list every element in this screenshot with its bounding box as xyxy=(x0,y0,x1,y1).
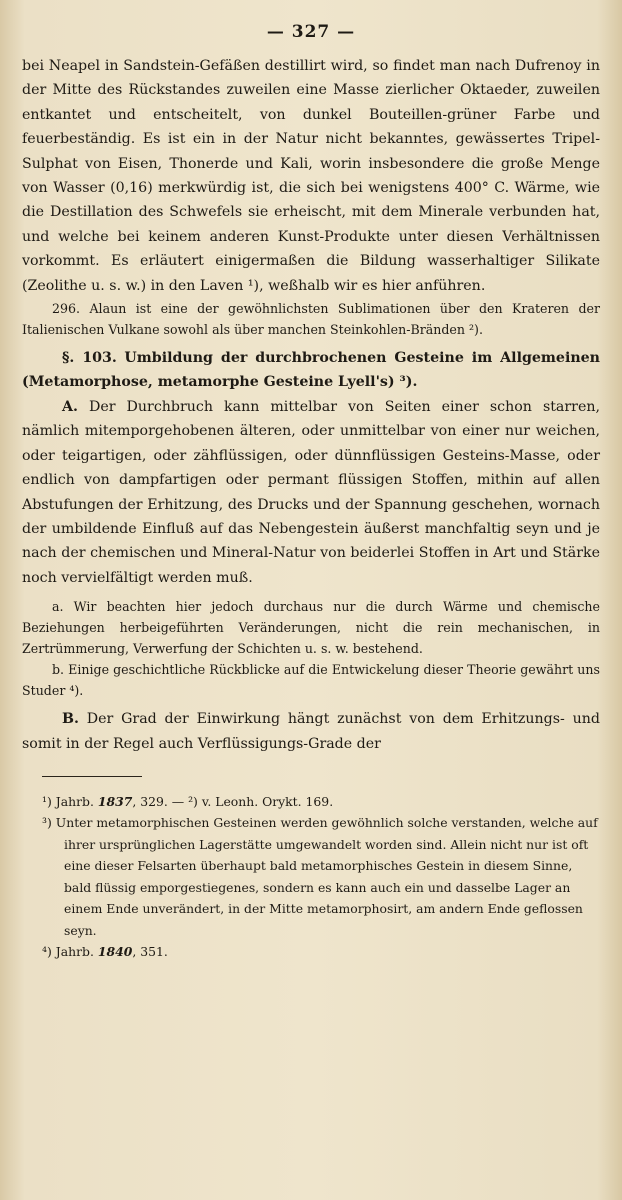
footnote-4 xyxy=(32,941,600,963)
paragraph-a-text: Der Durchbruch kann mittelbar von Seiten einer schon starren, nämlich mitemporgehobenen älteren, oder unmittelbar von einer nur weichen, oder teigartigen, oder zähflüssigen, oder dünnflüssigen Gesteins-Masse, oder endlich von dampfartigen oder permant flüssigen Stoffen, mithin auf allen Abstufungen der Erhitzung, des Drucks und der Spannung geschehen, wornach der umbildende Einfluß auf das Nebengestein äußerst manchfaltig seyn und je nach der chemischen und Mineral-Natur von beiderlei Stoffen in Art und Stärke noch vervielfältigt werden muß. xyxy=(22,398,600,586)
page-number: — 327 — xyxy=(266,22,356,42)
footnote-1-2 xyxy=(32,791,600,813)
paragraph-b-text: Der Grad der Einwirkung hängt zunächst von dem Erhitzungs- und somit in der Regel auch Verflüssigungs-Grade der xyxy=(22,711,600,752)
main-text xyxy=(22,54,600,756)
paragraph-continuation: bei Neapel in Sandstein-Gefäßen destillirt wird, so findet man nach Dufrenoy in der Mitte des Rückstandes zuweilen eine Masse zierlicher Oktaeder, zuweilen entkantet und entscheitelt, von dunkel Bouteillen-grüner Farbe und feuerbeständig. Es ist ein in der Natur nicht bekanntes, gewässertes Tripel-Sulphat von Eisen, Thonerde und Kali, worin insbesondere die große Menge von Wasser (0,16) merkwürdig ist, die sich bei wenigstens 400° C. Wärme, wie die Destillation des Schwefels sie erheischt, mit dem Minerale verbunden hat, und welche bei keinem anderen Kunst-Produkte unter diesen Verhältnissen vorkommt. Es erläutert einigermaßen die Bildung wasserhaltiger Silikate (Zeolithe u. s. w.) in den Laven ¹), weßhalb wir es hier anführen. xyxy=(22,58,600,294)
footnote-4-year: 1840 xyxy=(97,944,133,960)
section-heading xyxy=(22,346,600,395)
footnote-1-source: Jahrb. xyxy=(55,793,94,809)
footnote-divider xyxy=(42,776,142,777)
footnote-1-rest: , 329. — ²) v. Leonh. Orykt. 169. xyxy=(132,793,334,809)
paragraph-b-main xyxy=(22,707,600,756)
note-b: b. Einige geschichtliche Rückblicke auf die Entwickelung dieser Theorie gewährt uns Studer ⁴). xyxy=(22,662,600,699)
paragraph-b-lead: B. xyxy=(62,711,79,728)
footnote-3-text: Unter metamorphischen Gesteinen werden gewöhnlich solche verstanden, welche auf ihrer ursprünglichen Lagerstätte umgewandelt worden sind. Allein nicht nur ist oft eine dieser Felsarten überhaupt bald metamorphisches Gestein in diesem Sinne, bald flüssig emporgestiegenes, sondern es kann auch ein und dasselbe Lager an einem Ende unverändert, in der Mitte metamorphosirt, am andern Ende geflossen seyn. xyxy=(55,815,598,938)
footnotes xyxy=(22,791,600,963)
footnote-4-source: Jahrb. xyxy=(55,944,94,960)
footnote-1-year: 1837 xyxy=(97,793,133,809)
paragraph-296: 296. Alaun ist eine der gewöhnlichsten Sublimationen über den Krateren der Italienischen Vulkane sowohl als über manchen Steinkohlen-Bränden ²). xyxy=(22,301,600,338)
note-a: a. Wir beachten hier jedoch durchaus nur die durch Wärme und chemische Beziehungen herbeigeführten Veränderungen, nicht die rein mechanischen, in Zertrümmerung, Verwerfung der Schichten u. s. w. bestehend. xyxy=(22,599,600,657)
footnote-4-rest: , 351. xyxy=(132,944,168,960)
section-number: §. 103. xyxy=(62,350,117,367)
paragraph-a-main xyxy=(22,395,600,590)
paragraph-a-lead: A. xyxy=(62,398,78,415)
footnote-1-mark: ¹) xyxy=(42,793,52,809)
footnote-4-mark: ⁴) xyxy=(42,944,52,960)
section-title: Umbildung der durchbrochenen Gesteine im Allgemeinen (Metamorphose, metamorphe Gesteine Lyell's) ³). xyxy=(22,350,600,391)
footnote-3 xyxy=(32,812,600,941)
footnote-3-mark: ³) xyxy=(42,815,52,831)
